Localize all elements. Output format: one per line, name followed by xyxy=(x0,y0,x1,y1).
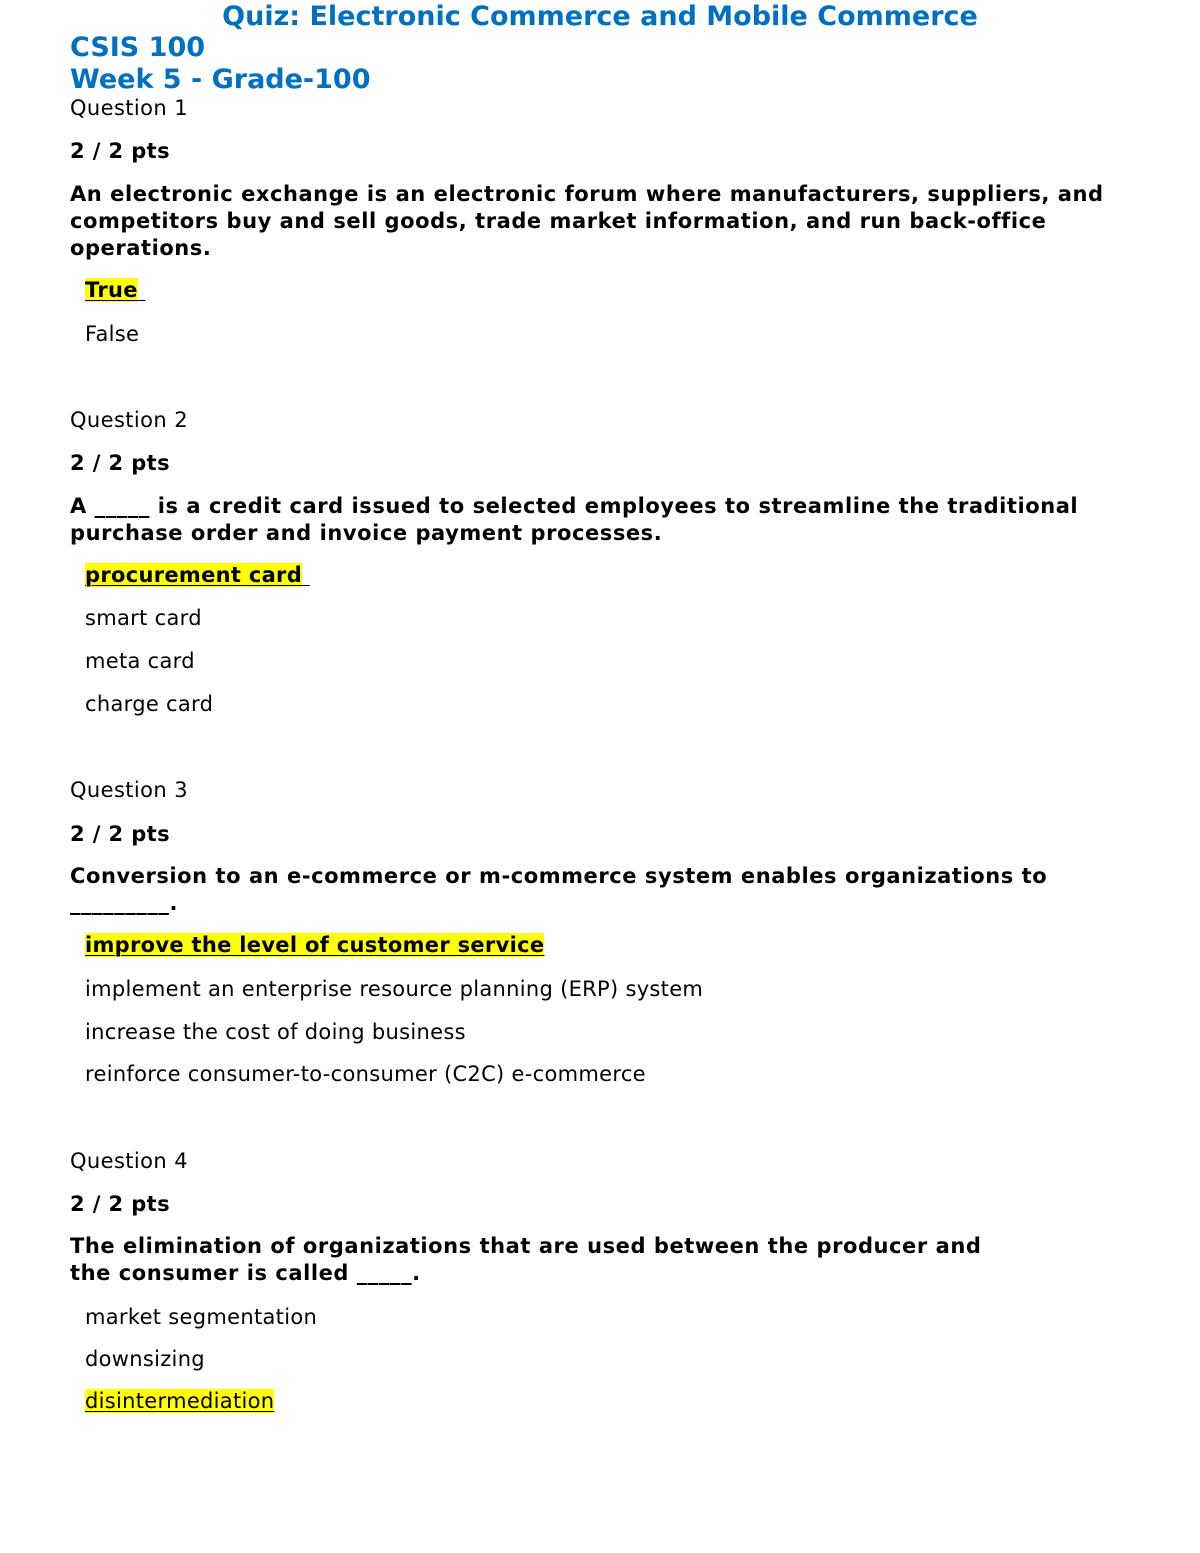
answer-option-label: reinforce consumer-to-consumer (C2C) e-commerce xyxy=(85,1062,646,1086)
question-heading: Question 3 xyxy=(70,778,188,802)
question-points: 2 / 2 pts xyxy=(70,822,170,846)
answer-option-label: implement an enterprise resource planning (ERP) system xyxy=(85,977,704,1001)
answer-option-label: improve the level of customer service xyxy=(85,933,545,957)
answer-option-label: downsizing xyxy=(85,1347,205,1371)
answer-option[interactable] xyxy=(70,321,139,347)
question-text: Conversion to an e-commerce or m-commerce system enables organizations to _________. xyxy=(70,864,1048,915)
answer-option-label: charge card xyxy=(85,692,214,716)
answer-option[interactable] xyxy=(70,1019,466,1045)
question-heading: Question 2 xyxy=(70,408,188,432)
question-heading: Question 4 xyxy=(70,1149,188,1173)
answer-option-label: market segmentation xyxy=(85,1305,318,1329)
answer-option[interactable] xyxy=(70,648,195,674)
answer-option-correct[interactable] xyxy=(70,277,145,303)
answer-option[interactable] xyxy=(70,1061,646,1087)
question-text: The elimination of organizations that are used between the producer and the consumer is called _____. xyxy=(70,1234,982,1285)
answer-option-label: True xyxy=(85,278,138,302)
answer-option[interactable] xyxy=(70,691,213,717)
question-text: An electronic exchange is an electronic forum where manufacturers, suppliers, and competitors buy and sell goods, trade market information, and run back-office operations. xyxy=(70,182,1104,260)
answer-option-label: disintermediation xyxy=(85,1389,275,1413)
course-code: CSIS 100 xyxy=(70,32,206,63)
answer-option-label: smart card xyxy=(85,606,202,630)
week-grade: Week 5 - Grade-100 xyxy=(70,64,371,95)
question-points: 2 / 2 pts xyxy=(70,139,170,163)
answer-option-label: procurement card xyxy=(85,563,303,587)
answer-option-label: False xyxy=(85,322,140,346)
answer-option[interactable] xyxy=(70,1346,205,1372)
question-points: 2 / 2 pts xyxy=(70,451,170,475)
answer-option-correct[interactable] xyxy=(70,1388,274,1414)
answer-option-label: meta card xyxy=(85,649,195,673)
answer-option-label: increase the cost of doing business xyxy=(85,1020,466,1044)
answer-option[interactable] xyxy=(70,1304,317,1330)
answer-option[interactable] xyxy=(70,976,703,1002)
question-heading: Question 1 xyxy=(70,96,188,120)
answer-option[interactable] xyxy=(70,605,202,631)
quiz-title: Quiz: Electronic Commerce and Mobile Commerce xyxy=(222,1,978,32)
answer-option-correct[interactable] xyxy=(70,562,310,588)
answer-option-correct[interactable] xyxy=(70,932,544,958)
question-text: A _____ is a credit card issued to selected employees to streamline the traditional purchase order and invoice payment processes. xyxy=(70,494,1079,545)
question-points: 2 / 2 pts xyxy=(70,1192,170,1216)
